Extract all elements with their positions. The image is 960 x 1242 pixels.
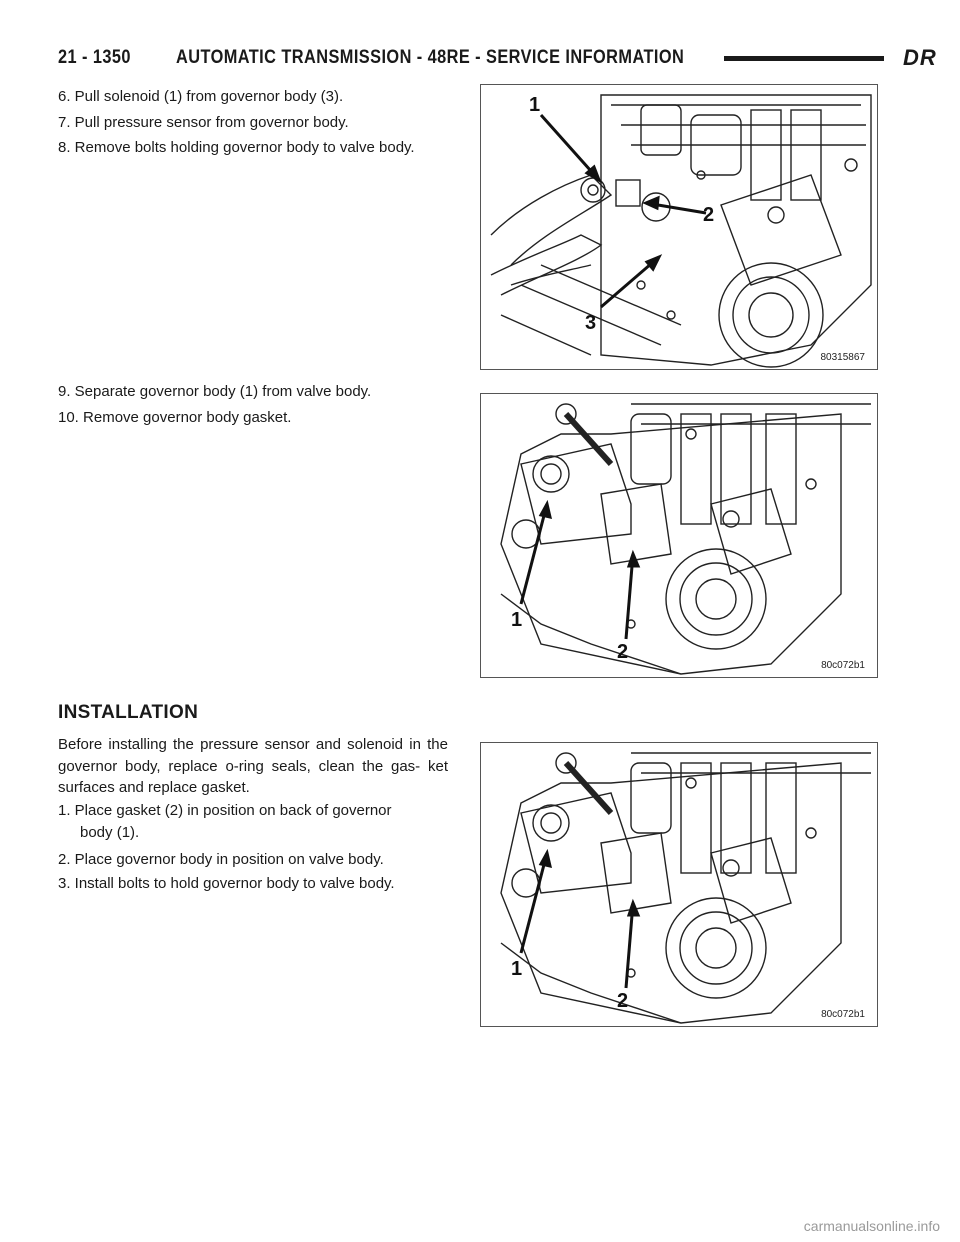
- installation-intro: Before installing the pressure sensor and solenoid in the governor body, replace o-ring seals, clean the gas- ket surfaces and replace gasket.: [58, 736, 448, 796]
- figure-code: 80c072b1: [821, 1009, 865, 1020]
- install-step-2: 2. Place governor body in position on valve body.: [58, 851, 384, 868]
- figure-solenoid-removal: [480, 84, 878, 370]
- section-title: AUTOMATIC TRANSMISSION - 48RE - SERVICE INFORMATION: [176, 47, 685, 68]
- step-6: 6. Pull solenoid (1) from governor body (3).: [58, 88, 344, 105]
- callout-3: 3: [585, 312, 597, 334]
- figure-governor-body-installation: [480, 742, 878, 1027]
- figure-1-illustration: [481, 85, 877, 369]
- figure-code: 80c072b1: [821, 660, 865, 671]
- callout-1: 1: [529, 94, 541, 116]
- callout-2: 2: [617, 641, 629, 663]
- watermark[interactable]: carmanualsonline.info: [803, 1218, 940, 1234]
- install-step-1: [58, 800, 453, 843]
- step-8: 8. Remove bolts holding governor body to valve body.: [58, 139, 415, 156]
- callout-1: 1: [511, 958, 523, 980]
- figure-3-illustration: [481, 743, 877, 1026]
- page-header: [58, 44, 937, 72]
- step-7: 7. Pull pressure sensor from governor body.: [58, 114, 349, 131]
- installation-heading: INSTALLATION: [58, 702, 199, 723]
- callout-2: 2: [617, 990, 629, 1012]
- install-step-3: 3. Install bolts to hold governor body to valve body.: [58, 875, 395, 892]
- install-step-1-line2: body (1).: [80, 823, 140, 841]
- figure-2-illustration: [481, 394, 877, 677]
- figure-governor-body-removal: [480, 393, 878, 678]
- step-10: 10. Remove governor body gasket.: [58, 409, 292, 426]
- install-step-1-line1: 1. Place gasket (2) in position on back of governor: [58, 802, 392, 819]
- model-code: DR: [903, 45, 937, 70]
- header-rule: [724, 56, 884, 61]
- callout-2: 2: [703, 204, 715, 226]
- figure-code: 80315867: [820, 352, 865, 363]
- callout-1: 1: [511, 609, 523, 631]
- step-9: 9. Separate governor body (1) from valve body.: [58, 383, 372, 400]
- page-number: 21 - 1350: [58, 47, 131, 68]
